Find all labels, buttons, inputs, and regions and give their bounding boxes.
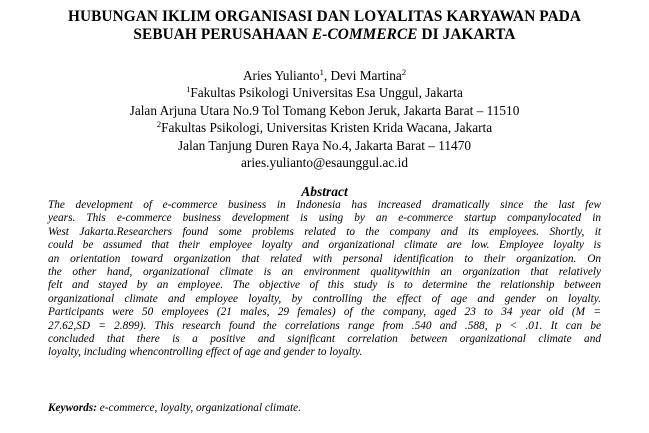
affiliation-2-name: Fakultas Psikologi, Universitas Kristen Krida Wacana, Jakarta bbox=[161, 120, 493, 136]
abstract-line: could be assumed that their employee loyalty and organizational climate are low. Employee loyalty is bbox=[48, 239, 601, 252]
affiliation-1-name: Fakultas Psikologi Universitas Esa Unggul, Jakarta bbox=[190, 85, 463, 101]
author-separator: , bbox=[323, 68, 331, 83]
abstract-line: the other hand, organizational climate is an environment qualitywithin an organization that relatively bbox=[48, 266, 601, 279]
keywords-label: Keywords: bbox=[48, 402, 97, 414]
author-names bbox=[0, 67, 649, 84]
title-line-2-post: DI JAKARTA bbox=[417, 26, 516, 43]
author-1-name: Aries Yulianto bbox=[242, 68, 320, 83]
author-2-name: Devi Martina bbox=[330, 68, 402, 83]
abstract-line: concluded that there is a positive and significant correlation between organizational climate and bbox=[48, 333, 601, 346]
affiliation-2-address: Jalan Tanjung Duren Raya No.4, Jakarta Barat – 11470 bbox=[178, 137, 471, 153]
keywords bbox=[48, 402, 301, 415]
keywords-text: e-commerce, loyalty, organizational climate. bbox=[96, 402, 301, 414]
affiliation-2 bbox=[0, 119, 649, 136]
title-line-2-pre: SEBUAH PERUSAHAAN bbox=[133, 26, 312, 43]
author-1-sup: 1 bbox=[319, 67, 324, 77]
affiliation-2-sup: 2 bbox=[156, 119, 162, 130]
affiliation-1-sup: 1 bbox=[186, 84, 191, 95]
abstract-line: Participants were 50 employees (21 males, 29 females) of the company, aged 23 to 34 year old (M = bbox=[48, 306, 601, 319]
abstract-line: 27.62,SD = 2.899). This research found the correlations range from .540 and .588, p < .01. It can be bbox=[48, 319, 601, 332]
title-line-2-emphasis: E-COMMERCE bbox=[312, 26, 418, 43]
affiliation-1 bbox=[0, 84, 649, 101]
abstract-body bbox=[48, 199, 601, 360]
abstract-line: years. This e-commerce business development is using by an e-commerce startup companylocated in bbox=[48, 212, 601, 225]
abstract-heading: Abstract bbox=[301, 184, 348, 199]
author-email: aries.yulianto@esaunggul.ac.id bbox=[241, 155, 408, 171]
abstract-line: loyalty, including whencontrolling effect of age and gender to loyalty. bbox=[48, 346, 363, 359]
abstract-line: The development of e-commerce business in Indonesia has increased dramatically since the last few bbox=[48, 199, 601, 211]
abstract-line: an orientation toward organization that related with personal identification to their organization. On bbox=[48, 252, 601, 265]
affiliation-1-address: Jalan Arjuna Utara No.9 Tol Tomang Kebon Jeruk, Jakarta Barat – 11510 bbox=[129, 102, 520, 118]
paper-title bbox=[0, 8, 649, 44]
title-line-1: HUBUNGAN IKLIM ORGANISASI DAN LOYALITAS KARYAWAN PADA bbox=[67, 8, 582, 25]
author-2-sup: 2 bbox=[401, 67, 407, 77]
abstract-line: West Jakarta.Researchers found some problems related to the company and its employees. Shortly, it bbox=[48, 225, 601, 238]
abstract-line: felt and stayed by an employee. The objective of this study is to determine the relationship between bbox=[48, 279, 601, 292]
title-line-2 bbox=[0, 26, 649, 44]
abstract-line: organizational climate and employee loyalty, by controlling the effect of age and gender on loyalty. bbox=[48, 292, 601, 305]
author-block bbox=[0, 67, 649, 171]
